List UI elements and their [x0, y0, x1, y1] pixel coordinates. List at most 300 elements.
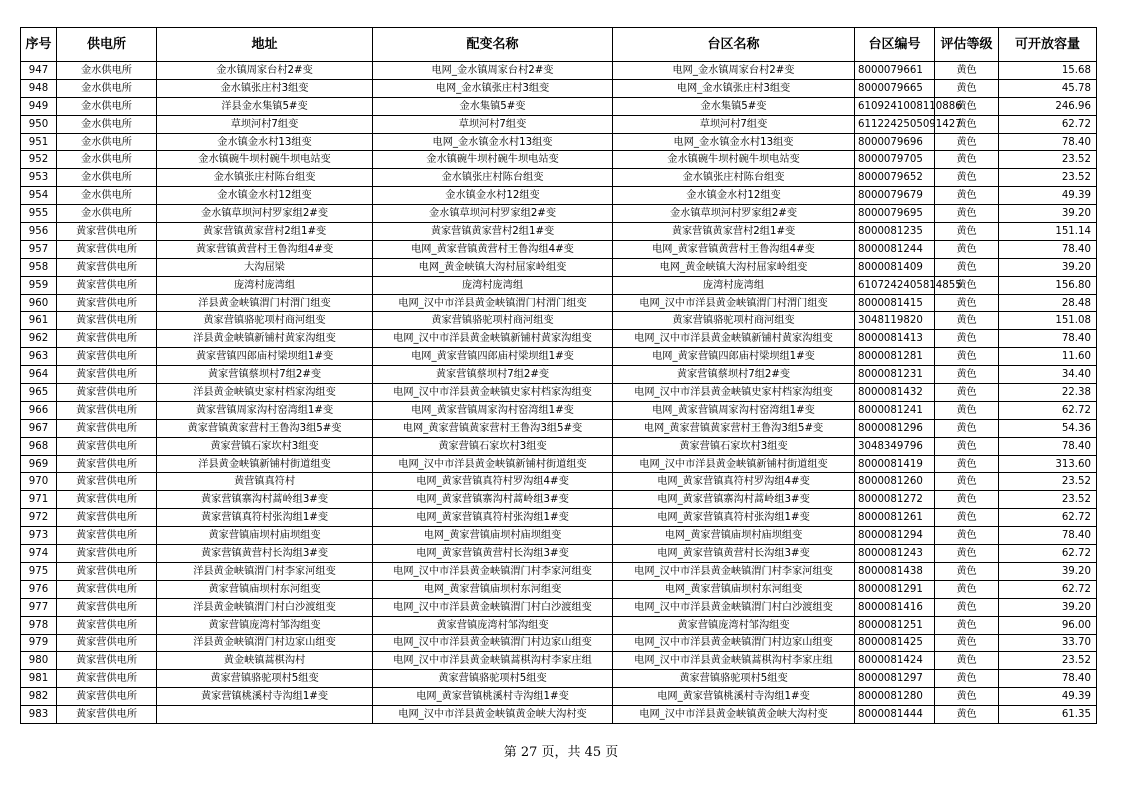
row-grade: 黄色 [935, 580, 999, 598]
row-area-code: 8000079679 [855, 187, 935, 205]
row-index: 971 [21, 491, 57, 509]
row-area-name: 电网_黄家营镇黄家营村王鲁沟3组5#变 [613, 419, 855, 437]
table-row [21, 580, 1097, 598]
row-area-name: 电网_黄家营镇庙坝村东河组变 [613, 580, 855, 598]
row-capacity: 23.52 [999, 652, 1097, 670]
row-area-name: 黄家营镇蔡坝村7组2#变 [613, 366, 855, 384]
row-area-code: 8000081425 [855, 634, 935, 652]
row-area-name: 电网_金水镇周家台村2#变 [613, 62, 855, 80]
row-transformer: 电网_金水镇张庄村3组变 [373, 79, 613, 97]
row-area-code: 8000081416 [855, 598, 935, 616]
row-transformer: 黄家营镇骆驼项村5组变 [373, 670, 613, 688]
row-grade: 黄色 [935, 652, 999, 670]
row-capacity: 96.00 [999, 616, 1097, 634]
row-station: 黄家营供电所 [57, 276, 157, 294]
row-transformer: 电网_黄家营镇庙坝村庙坝组变 [373, 527, 613, 545]
row-transformer: 庞湾村庞湾组 [373, 276, 613, 294]
row-area-code: 8000079652 [855, 169, 935, 187]
row-area-code: 8000081296 [855, 419, 935, 437]
row-grade: 黄色 [935, 545, 999, 563]
row-grade: 黄色 [935, 205, 999, 223]
row-grade: 黄色 [935, 62, 999, 80]
row-capacity: 33.70 [999, 634, 1097, 652]
row-capacity: 34.40 [999, 366, 1097, 384]
row-capacity: 78.40 [999, 240, 1097, 258]
row-grade: 黄色 [935, 240, 999, 258]
table-row [21, 527, 1097, 545]
row-station: 黄家营供电所 [57, 437, 157, 455]
row-grade: 黄色 [935, 527, 999, 545]
col-header-area-name: 台区名称 [613, 28, 855, 62]
col-header-grade: 评估等级 [935, 28, 999, 62]
row-capacity: 15.68 [999, 62, 1097, 80]
row-index: 955 [21, 205, 57, 223]
row-grade: 黄色 [935, 79, 999, 97]
row-area-name: 金水集镇5#变 [613, 97, 855, 115]
row-address: 金水镇碗牛坝村碗牛坝电站变 [157, 151, 373, 169]
row-grade: 黄色 [935, 258, 999, 276]
table-row [21, 670, 1097, 688]
row-transformer: 电网_黄家营镇庙坝村东河组变 [373, 580, 613, 598]
row-area-name: 电网_黄家营镇真符村张沟组1#变 [613, 509, 855, 527]
row-address: 洋县黄金峡镇新铺村黄家沟组变 [157, 330, 373, 348]
row-station: 黄家营供电所 [57, 348, 157, 366]
table-row [21, 688, 1097, 706]
row-index: 952 [21, 151, 57, 169]
row-area-name: 电网_黄家营镇黄营村王鲁沟组4#变 [613, 240, 855, 258]
row-capacity: 49.39 [999, 187, 1097, 205]
row-grade: 黄色 [935, 401, 999, 419]
row-capacity: 28.48 [999, 294, 1097, 312]
row-grade: 黄色 [935, 366, 999, 384]
row-area-code: 8000081438 [855, 562, 935, 580]
row-area-name: 黄家营镇骆驼项村商河组变 [613, 312, 855, 330]
col-header-station: 供电所 [57, 28, 157, 62]
row-area-code: 8000081294 [855, 527, 935, 545]
row-index: 974 [21, 545, 57, 563]
row-capacity: 78.40 [999, 437, 1097, 455]
col-header-transformer: 配变名称 [373, 28, 613, 62]
table-row [21, 240, 1097, 258]
table-row [21, 706, 1097, 724]
row-index: 966 [21, 401, 57, 419]
row-address: 洋县黄金峡镇渭门村白沙渡组变 [157, 598, 373, 616]
row-grade: 黄色 [935, 706, 999, 724]
row-grade: 黄色 [935, 276, 999, 294]
row-grade: 黄色 [935, 616, 999, 634]
row-grade: 黄色 [935, 670, 999, 688]
row-address: 洋县黄金峡镇史家村档家沟组变 [157, 384, 373, 402]
row-grade: 黄色 [935, 312, 999, 330]
row-transformer: 黄家营镇庞湾村邹沟组变 [373, 616, 613, 634]
row-area-code: 8000081231 [855, 366, 935, 384]
row-address: 黄家营镇黄营村长沟组3#变 [157, 545, 373, 563]
row-area-code: 3048349796 [855, 437, 935, 455]
row-area-name: 黄家营镇骆驼项村5组变 [613, 670, 855, 688]
row-address: 大沟屈梁 [157, 258, 373, 276]
row-capacity: 62.72 [999, 580, 1097, 598]
row-station: 黄家营供电所 [57, 580, 157, 598]
row-area-name: 电网_金水镇张庄村3组变 [613, 79, 855, 97]
table-row [21, 312, 1097, 330]
row-grade: 黄色 [935, 419, 999, 437]
table-row [21, 366, 1097, 384]
row-station: 金水供电所 [57, 133, 157, 151]
row-index: 962 [21, 330, 57, 348]
table-row [21, 348, 1097, 366]
row-area-name: 黄家营镇石家坎村3组变 [613, 437, 855, 455]
row-capacity: 22.38 [999, 384, 1097, 402]
table-row [21, 330, 1097, 348]
row-grade: 黄色 [935, 491, 999, 509]
row-capacity: 23.52 [999, 151, 1097, 169]
row-area-name: 黄家营镇黄家营村2组1#变 [613, 223, 855, 241]
row-index: 961 [21, 312, 57, 330]
row-area-code: 8000081444 [855, 706, 935, 724]
row-area-code: 8000081432 [855, 384, 935, 402]
table-row [21, 133, 1097, 151]
row-station: 黄家营供电所 [57, 401, 157, 419]
row-area-name: 电网_黄家营镇四郎庙村梁坝组1#变 [613, 348, 855, 366]
row-address: 金水镇金水村13组变 [157, 133, 373, 151]
row-station: 黄家营供电所 [57, 527, 157, 545]
row-capacity: 49.39 [999, 688, 1097, 706]
row-capacity: 78.40 [999, 133, 1097, 151]
row-transformer: 黄家营镇石家坎村3组变 [373, 437, 613, 455]
row-grade: 黄色 [935, 348, 999, 366]
row-index: 963 [21, 348, 57, 366]
header-row [21, 28, 1097, 62]
row-transformer: 电网_汉中市洋县黄金峡镇渭门村李家河组变 [373, 562, 613, 580]
row-grade: 黄色 [935, 97, 999, 115]
table-row [21, 384, 1097, 402]
row-transformer: 金水镇碗牛坝村碗牛坝电站变 [373, 151, 613, 169]
row-area-code: 8000081413 [855, 330, 935, 348]
row-station: 黄家营供电所 [57, 258, 157, 276]
row-station: 金水供电所 [57, 151, 157, 169]
row-area-name: 电网_汉中市洋县黄金峡镇渭门村渭门组变 [613, 294, 855, 312]
capacity-table [20, 27, 1097, 724]
row-index: 964 [21, 366, 57, 384]
table-row [21, 598, 1097, 616]
row-address: 黄家营镇黄营村王鲁沟组4#变 [157, 240, 373, 258]
row-capacity: 78.40 [999, 527, 1097, 545]
row-capacity: 39.20 [999, 598, 1097, 616]
row-station: 黄家营供电所 [57, 419, 157, 437]
row-index: 954 [21, 187, 57, 205]
row-address: 金水镇金水村12组变 [157, 187, 373, 205]
row-area-code: 8000081291 [855, 580, 935, 598]
row-area-code: 8000079665 [855, 79, 935, 97]
row-station: 黄家营供电所 [57, 616, 157, 634]
row-area-name: 电网_黄金峡镇大沟村屈家岭组变 [613, 258, 855, 276]
row-area-code: 8000081419 [855, 455, 935, 473]
row-transformer: 电网_黄家营镇四郎庙村梁坝组1#变 [373, 348, 613, 366]
row-index: 975 [21, 562, 57, 580]
row-station: 黄家营供电所 [57, 652, 157, 670]
row-area-code: 8000081424 [855, 652, 935, 670]
table-row [21, 205, 1097, 223]
row-area-name: 电网_黄家营镇黄营村长沟组3#变 [613, 545, 855, 563]
col-header-index: 序号 [21, 28, 57, 62]
row-area-code: 8000079661 [855, 62, 935, 80]
row-transformer: 电网_黄家营镇黄营村王鲁沟组4#变 [373, 240, 613, 258]
table-row [21, 223, 1097, 241]
row-grade: 黄色 [935, 384, 999, 402]
row-address: 黄家营镇黄家营村2组1#变 [157, 223, 373, 241]
row-area-code: 8000079695 [855, 205, 935, 223]
row-grade: 黄色 [935, 151, 999, 169]
row-address: 黄家营镇寨沟村蒿岭组3#变 [157, 491, 373, 509]
row-area-name: 电网_汉中市洋县黄金峡镇渭门村白沙渡组变 [613, 598, 855, 616]
row-address: 庞湾村庞湾组 [157, 276, 373, 294]
row-transformer: 电网_汉中市洋县黄金峡镇渭门村边家山组变 [373, 634, 613, 652]
table-row [21, 62, 1097, 80]
row-area-name: 金水镇碗牛坝村碗牛坝电站变 [613, 151, 855, 169]
row-station: 黄家营供电所 [57, 562, 157, 580]
row-transformer: 电网_黄家营镇黄家营村王鲁沟3组5#变 [373, 419, 613, 437]
row-capacity: 156.80 [999, 276, 1097, 294]
row-transformer: 金水镇张庄村陈台组变 [373, 169, 613, 187]
row-station: 黄家营供电所 [57, 598, 157, 616]
row-area-code: 8000081260 [855, 473, 935, 491]
row-capacity: 246.96 [999, 97, 1097, 115]
row-station: 金水供电所 [57, 169, 157, 187]
row-index: 965 [21, 384, 57, 402]
page-number: 第 27 页，共 45 页 [503, 745, 619, 760]
row-capacity: 62.72 [999, 509, 1097, 527]
row-index: 981 [21, 670, 57, 688]
row-area-name: 黄家营镇庞湾村邹沟组变 [613, 616, 855, 634]
table-row [21, 276, 1097, 294]
row-grade: 黄色 [935, 115, 999, 133]
row-capacity: 78.40 [999, 670, 1097, 688]
row-transformer: 电网_汉中市洋县黄金峡镇蒿棋沟村李家庄组 [373, 652, 613, 670]
row-grade: 黄色 [935, 473, 999, 491]
row-capacity: 62.72 [999, 545, 1097, 563]
table-row [21, 634, 1097, 652]
row-index: 958 [21, 258, 57, 276]
row-index: 949 [21, 97, 57, 115]
row-capacity: 39.20 [999, 562, 1097, 580]
row-grade: 黄色 [935, 223, 999, 241]
row-area-name: 电网_汉中市洋县黄金峡镇渭门村边家山组变 [613, 634, 855, 652]
table-row [21, 616, 1097, 634]
row-address: 金水镇草坝河村罗家组2#变 [157, 205, 373, 223]
row-index: 960 [21, 294, 57, 312]
row-station: 金水供电所 [57, 79, 157, 97]
row-address: 黄家营镇真符村张沟组1#变 [157, 509, 373, 527]
table-row [21, 455, 1097, 473]
row-transformer: 黄家营镇黄家营村2组1#变 [373, 223, 613, 241]
row-transformer: 电网_汉中市洋县黄金峡镇渭门村渭门组变 [373, 294, 613, 312]
table-row [21, 115, 1097, 133]
row-address: 金水镇张庄村3组变 [157, 79, 373, 97]
row-station: 金水供电所 [57, 115, 157, 133]
row-address: 黄家营镇周家沟村窑湾组1#变 [157, 401, 373, 419]
row-capacity: 11.60 [999, 348, 1097, 366]
row-address: 黄家营镇四郎庙村梁坝组1#变 [157, 348, 373, 366]
row-address: 洋县金水集镇5#变 [157, 97, 373, 115]
row-grade: 黄色 [935, 187, 999, 205]
row-transformer: 金水集镇5#变 [373, 97, 613, 115]
row-index: 973 [21, 527, 57, 545]
row-area-code: 8000081415 [855, 294, 935, 312]
row-capacity: 23.52 [999, 491, 1097, 509]
row-index: 951 [21, 133, 57, 151]
row-index: 982 [21, 688, 57, 706]
row-transformer: 电网_黄家营镇周家沟村窑湾组1#变 [373, 401, 613, 419]
row-grade: 黄色 [935, 437, 999, 455]
table-row [21, 151, 1097, 169]
row-transformer: 金水镇草坝河村罗家组2#变 [373, 205, 613, 223]
row-capacity: 62.72 [999, 401, 1097, 419]
row-station: 金水供电所 [57, 97, 157, 115]
row-capacity: 23.52 [999, 169, 1097, 187]
row-address: 黄家营镇黄家营村王鲁沟3组5#变 [157, 419, 373, 437]
row-address: 黄家营镇骆驼项村5组变 [157, 670, 373, 688]
row-area-name: 电网_黄家营镇桃溪村寺沟组1#变 [613, 688, 855, 706]
row-transformer: 电网_汉中市洋县黄金峡镇新铺村街道组变 [373, 455, 613, 473]
table-row [21, 652, 1097, 670]
row-grade: 黄色 [935, 330, 999, 348]
row-index: 957 [21, 240, 57, 258]
row-index: 977 [21, 598, 57, 616]
row-area-code: 8000081272 [855, 491, 935, 509]
row-area-name: 电网_汉中市洋县黄金峡镇渭门村李家河组变 [613, 562, 855, 580]
row-station: 金水供电所 [57, 62, 157, 80]
row-index: 980 [21, 652, 57, 670]
row-area-code: 8000079696 [855, 133, 935, 151]
row-transformer: 电网_黄家营镇寨沟村蒿岭组3#变 [373, 491, 613, 509]
row-transformer: 电网_汉中市洋县黄金峡镇黄金峡大沟村变 [373, 706, 613, 724]
row-station: 黄家营供电所 [57, 223, 157, 241]
table-row [21, 562, 1097, 580]
table-row [21, 491, 1097, 509]
row-area-name: 庞湾村庞湾组 [613, 276, 855, 294]
row-index: 956 [21, 223, 57, 241]
row-address: 洋县黄金峡镇渭门村边家山组变 [157, 634, 373, 652]
row-station: 黄家营供电所 [57, 545, 157, 563]
row-transformer: 电网_汉中市洋县黄金峡镇渭门村白沙渡组变 [373, 598, 613, 616]
row-address: 洋县黄金峡镇渭门村渭门组变 [157, 294, 373, 312]
row-area-code: 8000081244 [855, 240, 935, 258]
row-transformer: 黄家营镇蔡坝村7组2#变 [373, 366, 613, 384]
row-station: 黄家营供电所 [57, 366, 157, 384]
row-grade: 黄色 [935, 598, 999, 616]
row-index: 953 [21, 169, 57, 187]
row-area-name: 电网_金水镇金水村13组变 [613, 133, 855, 151]
row-area-code: 8000081297 [855, 670, 935, 688]
row-capacity: 62.72 [999, 115, 1097, 133]
table-row [21, 509, 1097, 527]
col-header-address: 地址 [157, 28, 373, 62]
row-station: 黄家营供电所 [57, 294, 157, 312]
row-transformer: 电网_金水镇金水村13组变 [373, 133, 613, 151]
row-address: 洋县黄金峡镇新铺村街道组变 [157, 455, 373, 473]
row-area-code: 8000081280 [855, 688, 935, 706]
row-grade: 黄色 [935, 169, 999, 187]
row-index: 967 [21, 419, 57, 437]
row-area-code: 8000081409 [855, 258, 935, 276]
table-row [21, 187, 1097, 205]
row-station: 黄家营供电所 [57, 491, 157, 509]
row-station: 黄家营供电所 [57, 634, 157, 652]
row-capacity: 313.60 [999, 455, 1097, 473]
row-station: 黄家营供电所 [57, 509, 157, 527]
row-transformer: 黄家营镇骆驼项村商河组变 [373, 312, 613, 330]
row-transformer: 电网_汉中市洋县黄金峡镇新铺村黄家沟组变 [373, 330, 613, 348]
row-index: 959 [21, 276, 57, 294]
row-area-code: 8000081241 [855, 401, 935, 419]
row-area-name: 电网_汉中市洋县黄金峡镇蒿棋沟村李家庄组 [613, 652, 855, 670]
row-index: 972 [21, 509, 57, 527]
row-index: 983 [21, 706, 57, 724]
row-area-code: 6109241008110886 [855, 97, 935, 115]
row-station: 金水供电所 [57, 187, 157, 205]
row-area-code: 8000079705 [855, 151, 935, 169]
row-index: 969 [21, 455, 57, 473]
row-index: 976 [21, 580, 57, 598]
row-index: 978 [21, 616, 57, 634]
row-capacity: 39.20 [999, 205, 1097, 223]
col-header-capacity: 可开放容量 [999, 28, 1097, 62]
row-index: 947 [21, 62, 57, 80]
row-transformer: 电网_黄家营镇桃溪村寺沟组1#变 [373, 688, 613, 706]
row-area-name: 电网_黄家营镇庙坝村庙坝组变 [613, 527, 855, 545]
row-station: 黄家营供电所 [57, 688, 157, 706]
row-area-code: 8000081251 [855, 616, 935, 634]
row-transformer: 金水镇金水村12组变 [373, 187, 613, 205]
row-capacity: 61.35 [999, 706, 1097, 724]
row-area-code: 8000081243 [855, 545, 935, 563]
row-address: 黄家营镇庞湾村邹沟组变 [157, 616, 373, 634]
row-index: 950 [21, 115, 57, 133]
row-capacity: 45.78 [999, 79, 1097, 97]
row-station: 黄家营供电所 [57, 240, 157, 258]
row-area-name: 电网_汉中市洋县黄金峡镇新铺村黄家沟组变 [613, 330, 855, 348]
row-capacity: 54.36 [999, 419, 1097, 437]
row-area-name: 金水镇草坝河村罗家组2#变 [613, 205, 855, 223]
row-address: 黄家营镇桃溪村寺沟组1#变 [157, 688, 373, 706]
table-row [21, 258, 1097, 276]
row-address: 黄金峡镇蒿棋沟村 [157, 652, 373, 670]
row-transformer: 电网_黄家营镇真符村张沟组1#变 [373, 509, 613, 527]
row-area-name: 草坝河村7组变 [613, 115, 855, 133]
row-transformer: 电网_汉中市洋县黄金峡镇史家村档家沟组变 [373, 384, 613, 402]
row-address: 金水镇张庄村陈台组变 [157, 169, 373, 187]
row-area-code: 8000081235 [855, 223, 935, 241]
row-address: 黄家营镇石家坎村3组变 [157, 437, 373, 455]
row-address: 黄家营镇庙坝村庙坝组变 [157, 527, 373, 545]
row-grade: 黄色 [935, 133, 999, 151]
row-grade: 黄色 [935, 455, 999, 473]
row-station: 黄家营供电所 [57, 384, 157, 402]
row-transformer: 电网_黄家营镇真符村罗沟组4#变 [373, 473, 613, 491]
row-area-name: 电网_黄家营镇周家沟村窑湾组1#变 [613, 401, 855, 419]
row-station: 金水供电所 [57, 205, 157, 223]
row-capacity: 78.40 [999, 330, 1097, 348]
row-capacity: 151.14 [999, 223, 1097, 241]
table-row [21, 97, 1097, 115]
row-area-name: 电网_汉中市洋县黄金峡镇黄金峡大沟村变 [613, 706, 855, 724]
row-grade: 黄色 [935, 688, 999, 706]
row-grade: 黄色 [935, 634, 999, 652]
row-capacity: 151.08 [999, 312, 1097, 330]
row-address: 黄家营镇骆驼项村商河组变 [157, 312, 373, 330]
row-capacity: 23.52 [999, 473, 1097, 491]
row-index: 948 [21, 79, 57, 97]
